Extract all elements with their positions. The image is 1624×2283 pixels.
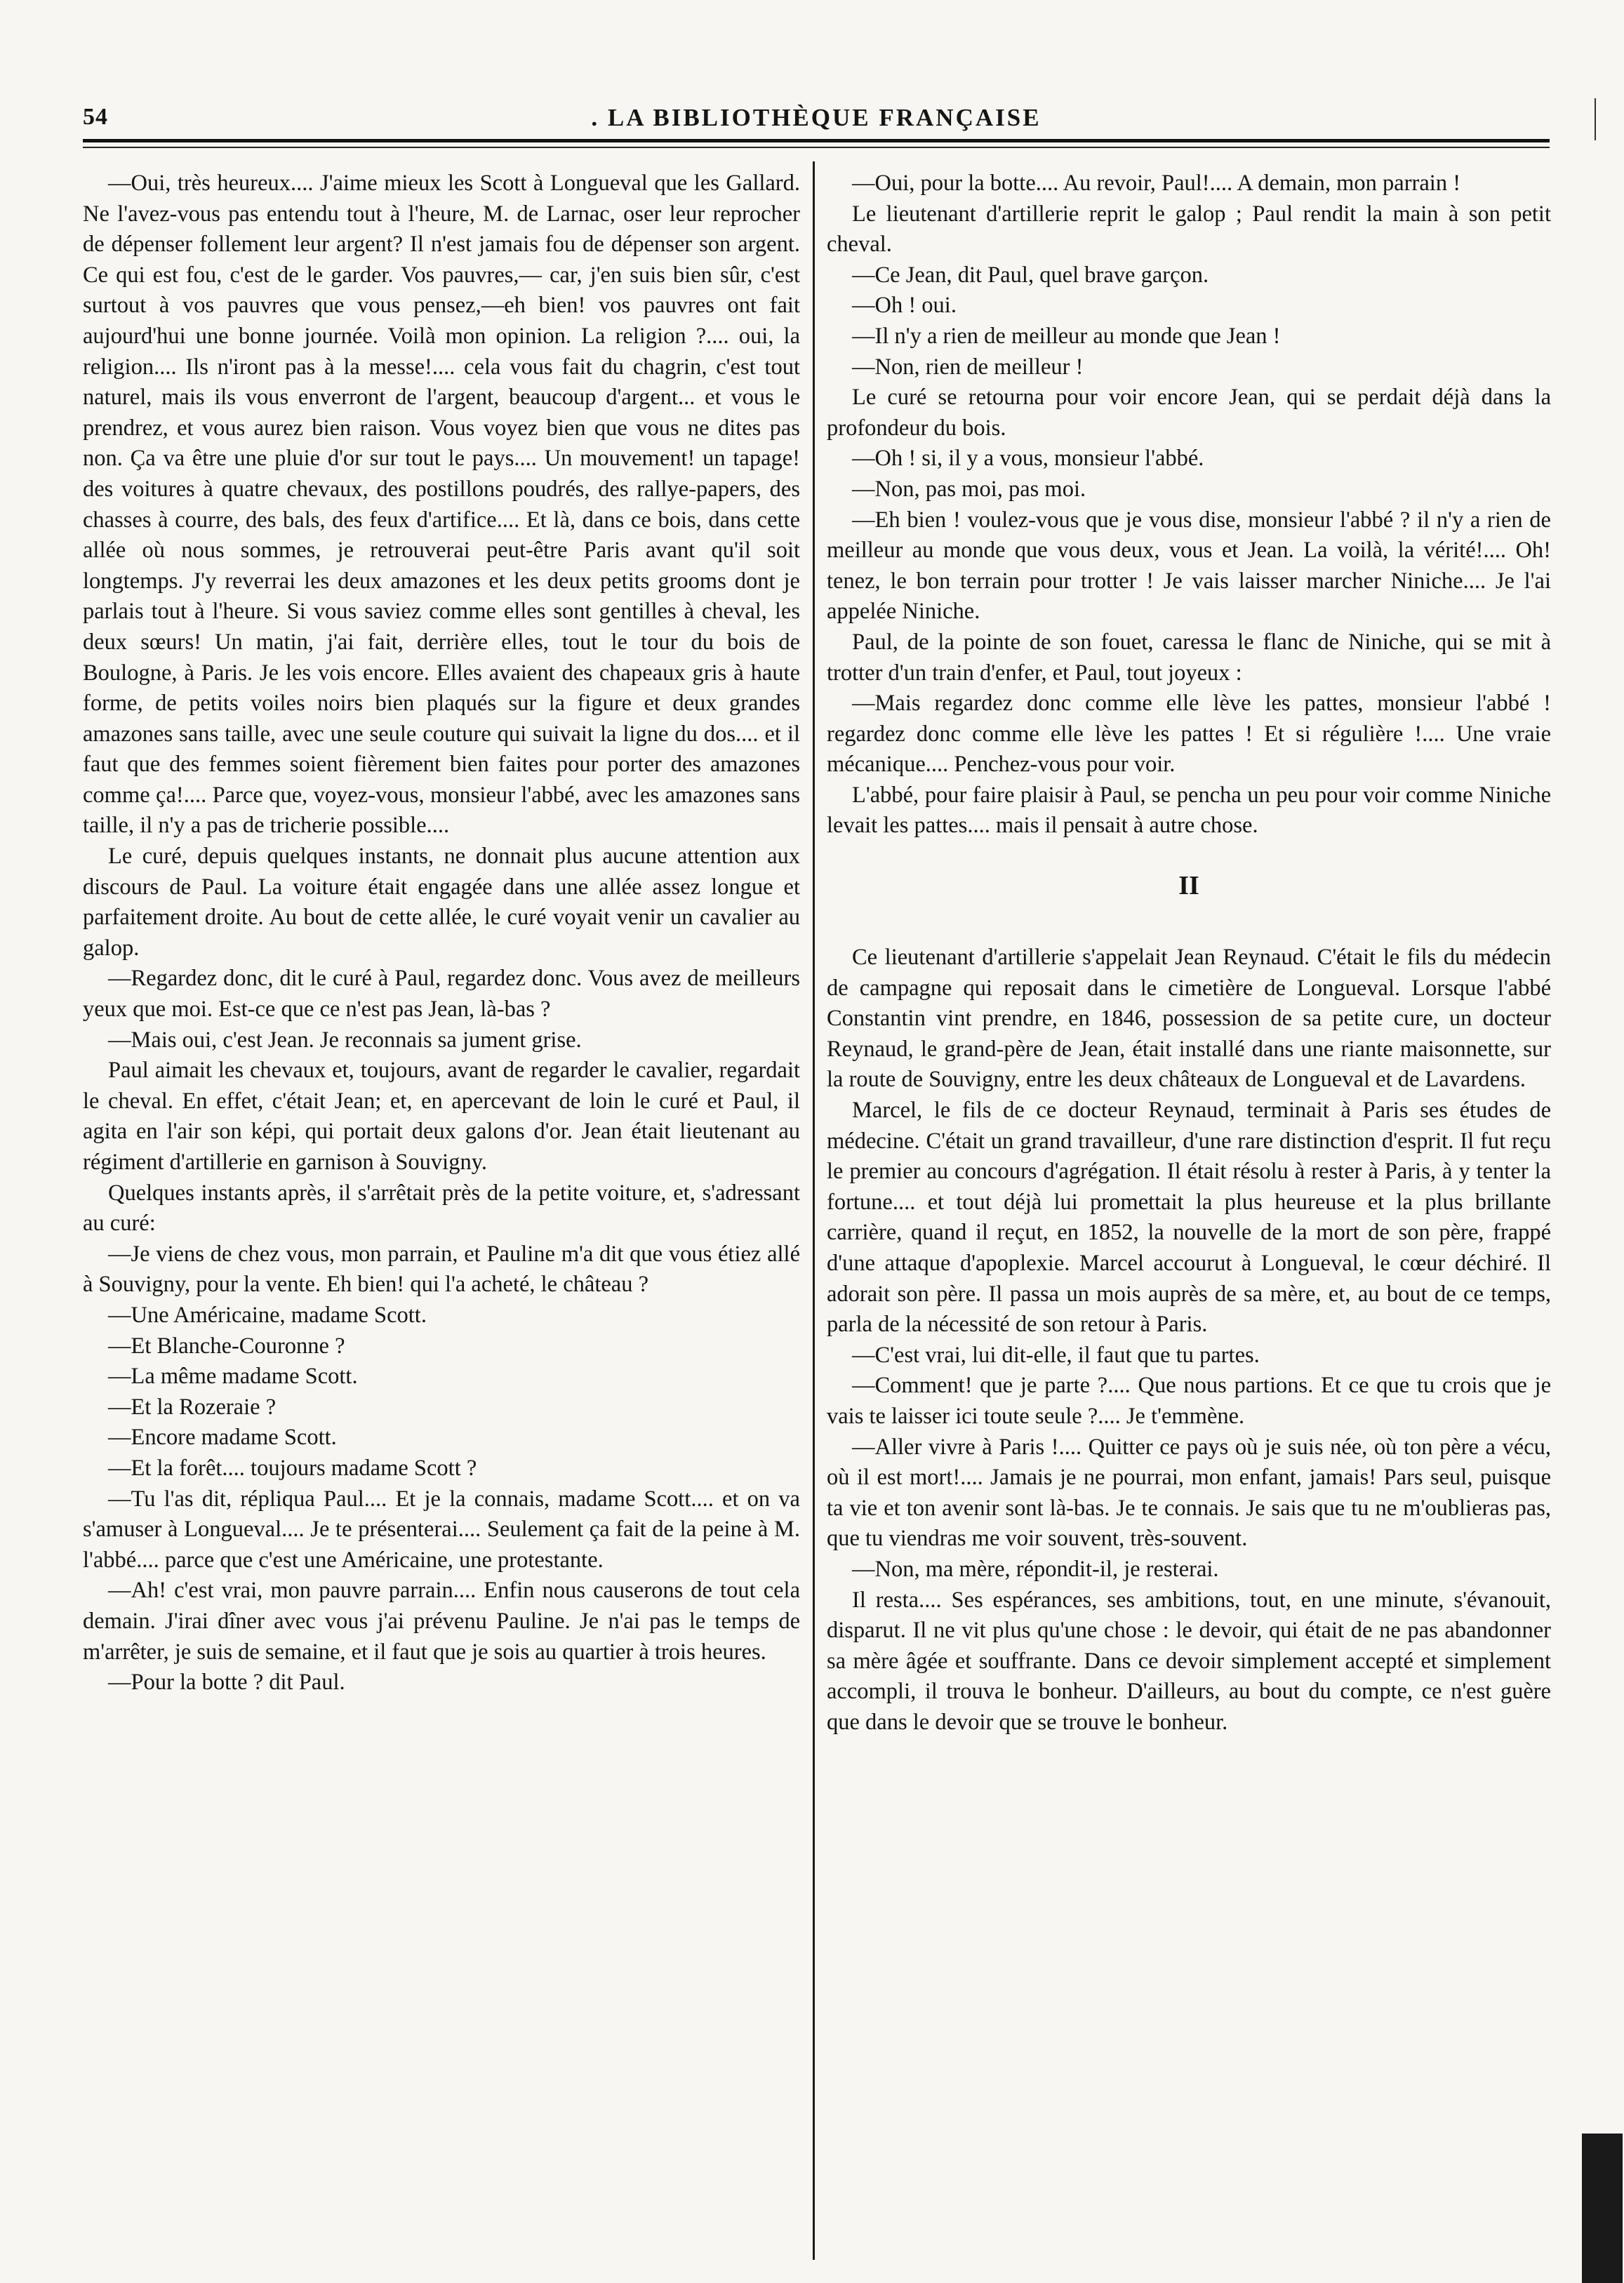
paragraph: Ce lieutenant d'artillerie s'appelait Jean Reynaud. C'était le fils du médecin de campagne qui reposait dans le cimetière de Longueval. Lorsque l'abbé Constantin vint prendre, en 1846, possession de sa petite cure, un docteur Reynaud, le grand-père de Jean, était installé dans une riante maisonnette, sur la route de Souvigny, entre les deux châteaux de Longueval et de Lavardens. (827, 945, 1551, 1093)
page-edge-mark (1595, 98, 1596, 140)
running-title: . LA BIBLIOTHÈQUE FRANÇAISE (591, 104, 1041, 131)
right-column (827, 168, 1551, 1738)
paragraph: —Oh ! oui. (852, 293, 957, 319)
scan-edge-shadow (1582, 2134, 1623, 2283)
paragraph: —Non, pas moi, pas moi. (852, 476, 1086, 502)
paragraph: Paul aimait les chevaux et, toujours, avant de regarder le cavalier, regardait le cheval. En effet, c'était Jean; et, en apercevant de loin le curé et Paul, il agita en l'air son képi, qui portait deux galons d'or. Jean était lieutenant au régiment d'artillerie en garnison à Souvigny. (83, 1058, 800, 1175)
paragraph: —Et la forêt.... toujours madame Scott ? (108, 1455, 477, 1481)
paragraph: —Mais regardez donc comme elle lève les pattes, monsieur l'abbé ! regardez donc comme elle lève les pattes ! Et si régulière !.... Une vraie mécanique.... Penchez-vous pour voir. (827, 691, 1551, 778)
paragraph: —Il n'y a rien de meilleur au monde que Jean ! (852, 323, 1281, 349)
left-column (83, 168, 800, 1698)
paragraph: Le curé, depuis quelques instants, ne donnait plus aucune attention aux discours de Paul. La voiture était engagée dans une allée assez longue et parfaitement droite. Au bout de cette allée, le curé voyait venir un cavalier au galop. (83, 844, 800, 961)
paragraph: L'abbé, pour faire plaisir à Paul, se pencha un peu pour voir comme Niniche levait les pattes.... mais il pensait à autre chose. (827, 782, 1551, 839)
paragraph: —Ce Jean, dit Paul, quel brave garçon. (852, 262, 1209, 288)
paragraph: —Tu l'as dit, répliqua Paul.... Et je la connais, madame Scott.... et on va s'amuser à Longueval.... Je te présenterai.... Seulement ça fait de la peine à M. l'abbé.... parce que c'est une Américaine, une protestante. (83, 1486, 800, 1573)
paragraph: —Oui, très heureux.... J'aime mieux les Scott à Longueval que les Gallard. Ne l'avez-vous pas entendu tout à l'heure, M. de Larnac, oser leur reprocher de dépenser follement leur argent? Il n'est jamais fou de dépenser son argent. Ce qui est fou, c'est de le garder. Vos pauvres,— car, j'en suis bien sûr, c'est surtout à vos pauvres que vous pensez,—eh bien! vos pauvres ont fait aujourd'hui une bonne journée. Voilà mon opinion. La religion ?.... oui, la religion.... Ils n'iront pas à la messe!.... cela vous fait du chagrin, c'est tout naturel, mais ils vous enverront de l'argent, beaucoup d'argent... et vous le prendrez, et vous aurez bien raison. Vous voyez bien que vous ne dites pas non. Ça va être une pluie d'or sur tout le pays.... Un mouvement! un tapage! des voitures à quatre chevaux, des postillons poudrés, des rallye-papers, des chasses à courre, des bals, des feux d'artifice.... Et là, dans ce bois, dans cette allée où nous sommes, je retrouverai peut-être Paris avant qu'il soit longtemps. J'y reverrai les deux amazones et les deux petits grooms dont je parlais tout à l'heure. Si vous saviez comme elles sont gentilles à cheval, les deux sœurs! Un matin, j'ai fait, derrière elles, tout le tour du bois de Boulogne, à Paris. Je les vois encore. Elles avaient des chapeaux gris à haute forme, de petits voiles noirs bien plaqués sur la figure et deux grandes amazones sans taille, avec une seule couture qui suivait la ligne du dos.... et il faut que des femmes soient fièrement bien faites pour porter des amazones comme ça!.... Parce que, voyez-vous, monsieur l'abbé, avec les amazones sans taille, il n'y a pas de tricherie possible.... (83, 171, 800, 839)
header-rule-thin (83, 147, 1550, 148)
paragraph: —Regardez donc, dit le curé à Paul, regardez donc. Vous avez de meilleurs yeux que moi. Est-ce que ce n'est pas Jean, là-bas ? (83, 966, 800, 1023)
column-divider (813, 161, 815, 2260)
page-number: 54 (83, 104, 108, 130)
paragraph: —Et la Rozeraie ? (108, 1394, 277, 1420)
paragraph: —Une Américaine, madame Scott. (108, 1302, 427, 1328)
paragraph: —Aller vivre à Paris !.... Quitter ce pays où je suis née, où ton père a vécu, où il est mort!.... Jamais je ne pourrai, mon enfant, jamais! Pars seul, puisque ta vie et ton avenir sont là-bas. Je te connais. Je sais que tu ne m'oublieras pas, que tu viendras me voir souvent, très-souvent. (827, 1434, 1551, 1552)
paragraph: Marcel, le fils de ce docteur Reynaud, terminait à Paris ses études de médecine. C'était un grand travailleur, d'une rare distinction d'esprit. Il fut reçu le premier au concours d'agrégation. Il était résolu à rester à Paris, à y tenter la fortune.... et tout déjà lui promettait la plus heureuse et la plus brillante carrière, quand il reçut, en 1852, la nouvelle de la mort de son père, frappé d'une attaque d'apoplexie. Marcel accourut à Longueval, le cœur déchiré. Il adorait son père. Il passa un mois auprès de sa mère, et, au bout de ce temps, parla de la nécessité de son retour à Paris. (827, 1098, 1551, 1338)
paragraph: —Pour la botte ? dit Paul. (108, 1670, 345, 1696)
paragraph: —Oh ! si, il y a vous, monsieur l'abbé. (852, 446, 1204, 472)
paragraph: —Mais oui, c'est Jean. Je reconnais sa jument grise. (108, 1027, 582, 1053)
paragraph: —Comment! que je parte ?.... Que nous partions. Et ce que tu crois que je vais te laisser ici toute seule ?.... Je t'emmène. (827, 1373, 1551, 1429)
page-header (83, 104, 1550, 140)
paragraph: —Oui, pour la botte.... Au revoir, Paul!.... A demain, mon parrain ! (852, 171, 1461, 196)
paragraph: —Je viens de chez vous, mon parrain, et Pauline m'a dit que vous étiez allé à Souvigny, pour la vente. Eh bien! qui l'a acheté, le château ? (83, 1241, 800, 1298)
paragraph: —Eh bien ! voulez-vous que je vous dise, monsieur l'abbé ? il n'y a rien de meilleur au monde que vous deux, vous et Jean. La voilà, la vérité!.... Oh! tenez, le bon terrain pour trotter ! Je vais laisser marcher Niniche.... Je l'ai appelée Niniche. (827, 507, 1551, 625)
paragraph: —La même madame Scott. (108, 1364, 358, 1390)
paragraph: —Non, ma mère, répondit-il, je resterai. (852, 1556, 1219, 1582)
paragraph: Il resta.... Ses espérances, ses ambitions, tout, en une minute, s'évanouit, disparut. Il ne vit plus qu'une chose : le devoir, qui était de ne pas abandonner sa mère âgée et souffrante. Dans ce devoir simplement accepté et simplement accompli, il trouva le bonheur. D'ailleurs, au bout du compte, ce n'est guère que dans le devoir que se trouve le bonheur. (827, 1587, 1551, 1735)
paragraph: —Non, rien de meilleur ! (852, 354, 1084, 380)
paragraph: —Encore madame Scott. (108, 1425, 337, 1451)
header-rule (83, 139, 1550, 142)
paragraph: Le curé se retourna pour voir encore Jean, qui se perdait déjà dans la profondeur du bois. (827, 385, 1551, 441)
section-heading: II (1178, 871, 1199, 901)
paragraph: —C'est vrai, lui dit-elle, il faut que tu partes. (852, 1342, 1260, 1368)
paragraph: Quelques instants après, il s'arrêtait près de la petite voiture, et, s'adressant au curé: (83, 1180, 800, 1237)
paragraph: —Et Blanche-Couronne ? (108, 1333, 345, 1359)
paragraph: Paul, de la pointe de son fouet, caressa le flanc de Niniche, qui se mit à trotter d'un train d'enfer, et Paul, tout joyeux : (827, 629, 1551, 686)
paragraph: —Ah! c'est vrai, mon pauvre parrain.... Enfin nous causerons de tout cela demain. J'irai dîner avec vous j'ai prévenu Pauline. Je n'ai pas le temps de m'arrêter, je suis de semaine, et il faut que je sois au quartier à trois heures. (83, 1578, 800, 1665)
paragraph: Le lieutenant d'artillerie reprit le galop ; Paul rendit la main à son petit cheval. (827, 201, 1551, 258)
